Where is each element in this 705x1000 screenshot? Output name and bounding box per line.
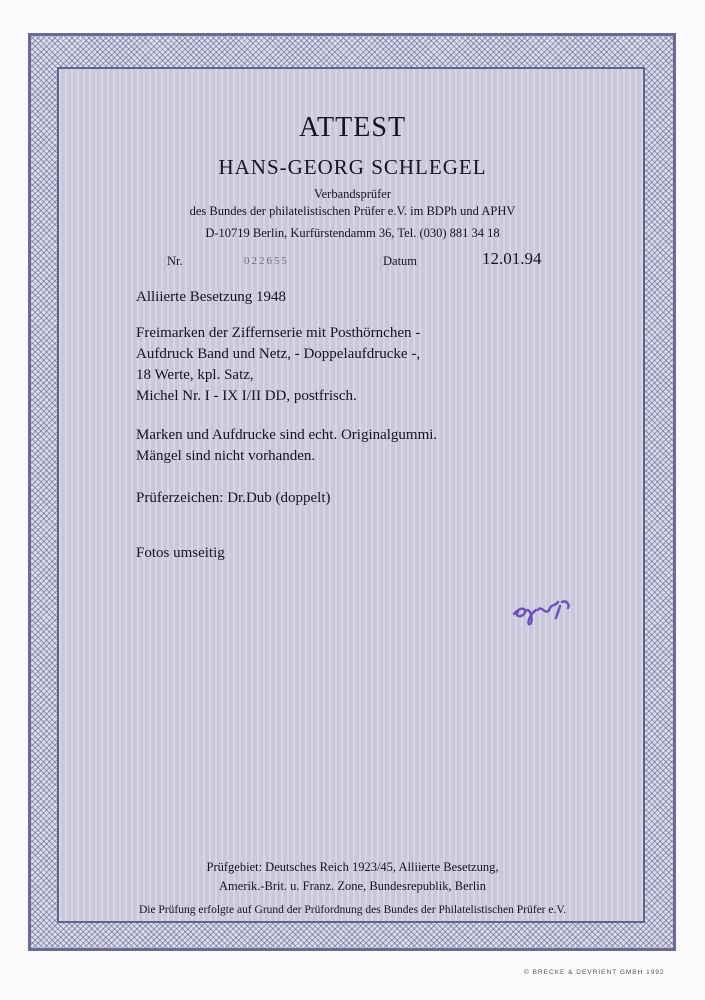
subject-heading: Alliierte Besetzung 1948 (136, 289, 286, 305)
assessment-line: Marken und Aufdrucke sind echt. Originalgummi. (136, 427, 438, 443)
certificate-date: 12.01.94 (482, 249, 542, 268)
photos-note: Fotos umseitig (136, 545, 225, 561)
description-line: 18 Werte, kpl. Satz, (136, 367, 254, 383)
certificate-title: ATTEST (298, 112, 407, 143)
description-line: Aufdruck Band und Netz, - Doppelaufdrucke -, (136, 346, 421, 362)
number-label: Nr. (167, 254, 183, 268)
address-line: D-10719 Berlin, Kurfürstendamm 36, Tel. (030) 881 34 18 (205, 226, 500, 240)
examiner-role: Verbandsprüfer (313, 187, 392, 201)
footer-scope-line: Prüfgebiet: Deutsches Reich 1923/45, Alliierte Besetzung, (206, 860, 499, 874)
footer-scope-line: Amerik.-Brit. u. Franz. Zone, Bundesrepublik, Berlin (219, 879, 486, 893)
description-line: Freimarken der Ziffernserie mit Posthörnchen - (136, 325, 421, 341)
printer-imprint: © BRECKE & DEVRIENT GMBH 1992 (524, 969, 665, 976)
assessment-line: Mängel sind nicht vorhanden. (136, 448, 316, 464)
date-label: Datum (383, 254, 418, 268)
description-line: Michel Nr. I - IX I/II DD, postfrisch. (136, 388, 357, 404)
examiner-mark-line: Prüferzeichen: Dr.Dub (doppelt) (136, 490, 331, 506)
association-line: des Bundes der philatelistischen Prüfer e.V. im BDPh und APHV (189, 204, 516, 218)
footer-regulation-line: Die Prüfung erfolgte auf Grund der Prüfordnung des Bundes der Philatelistischen Prüfer e.V. (138, 904, 567, 916)
certificate-number: 022655 (244, 255, 289, 267)
signature (510, 596, 590, 626)
examiner-name: HANS-GEORG SCHLEGEL (218, 155, 487, 179)
